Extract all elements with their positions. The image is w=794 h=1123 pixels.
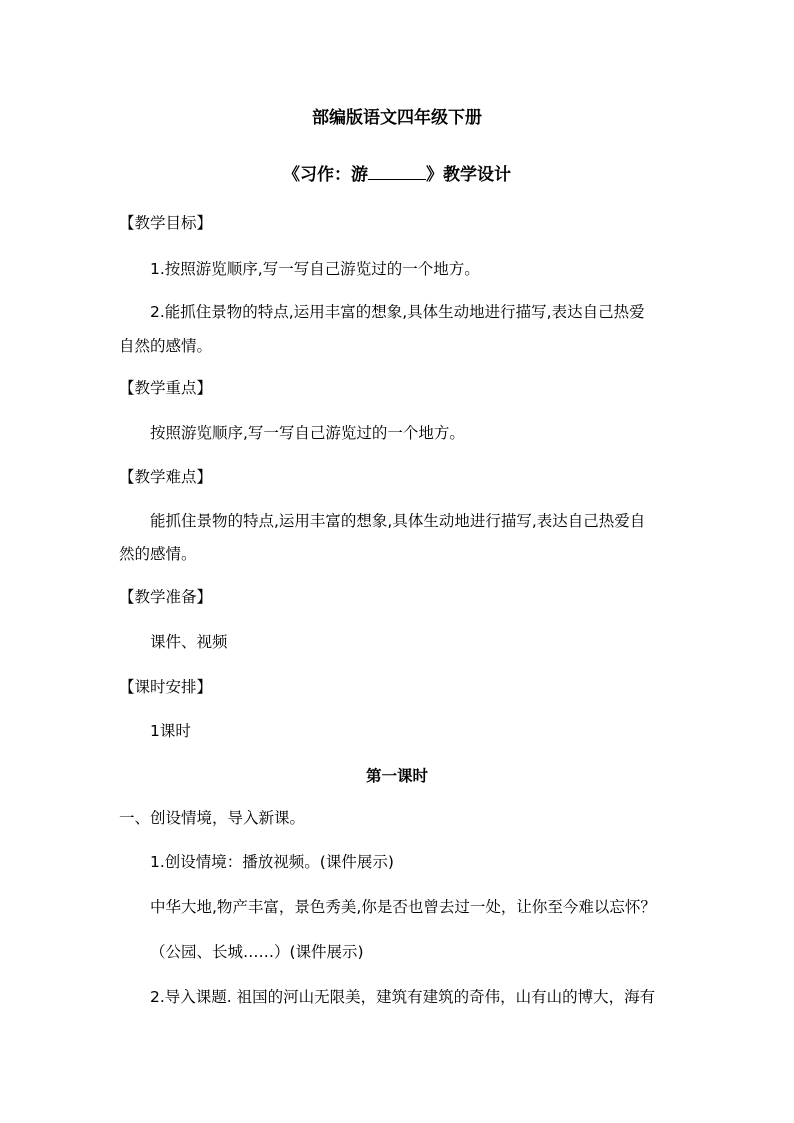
subtitle-close: 》教学设计 <box>426 165 511 185</box>
step-1-text: 中华大地,物产丰富，景色秀美,你是否也曾去过一处，让你至今难以忘怀？ <box>150 898 656 916</box>
lesson-heading: 第一课时 <box>365 767 428 785</box>
difficulty-line-1: 能抓住景物的特点,运用丰富的想象,具体生动地进行描写,表达自己热爱自 <box>150 512 646 530</box>
key-text: 按照游览顺序,写一写自己游览过的一个地方。 <box>150 424 465 442</box>
document-subtitle <box>0 164 794 185</box>
step-1-note: （公园、长城……）(课件展示) <box>150 943 364 961</box>
section-1-heading: 一、创设情境，导入新课。 <box>119 809 306 827</box>
schedule-text: 1课时 <box>150 722 191 740</box>
key-heading: 【教学重点】 <box>119 379 213 397</box>
title-blank-line <box>368 164 426 180</box>
goal-item-1: 1.按照游览顺序,写一写自己游览过的一个地方。 <box>150 260 480 278</box>
prep-heading: 【教学准备】 <box>119 588 213 606</box>
goal-heading: 【教学目标】 <box>119 214 213 232</box>
goal-item-2-line-1: 2.能抓住景物的特点,运用丰富的想象,具体生动地进行描写,表达自己热爱 <box>150 303 645 321</box>
schedule-heading: 【课时安排】 <box>119 678 213 696</box>
document-title: 部编版语文四年级下册 <box>312 108 482 128</box>
step-2: 2.导入课题. 祖国的河山无限美，建筑有建筑的奇伟，山有山的博大，海有 <box>150 988 656 1006</box>
step-1: 1.创设情境：播放视频。(课件展示) <box>150 853 394 871</box>
difficulty-heading: 【教学难点】 <box>119 468 213 486</box>
subtitle-open: 《习作：游 <box>283 165 368 185</box>
prep-text: 课件、视频 <box>150 633 228 651</box>
goal-item-2-line-2: 自然的感情。 <box>119 337 213 355</box>
difficulty-line-2: 然的感情。 <box>119 545 197 563</box>
